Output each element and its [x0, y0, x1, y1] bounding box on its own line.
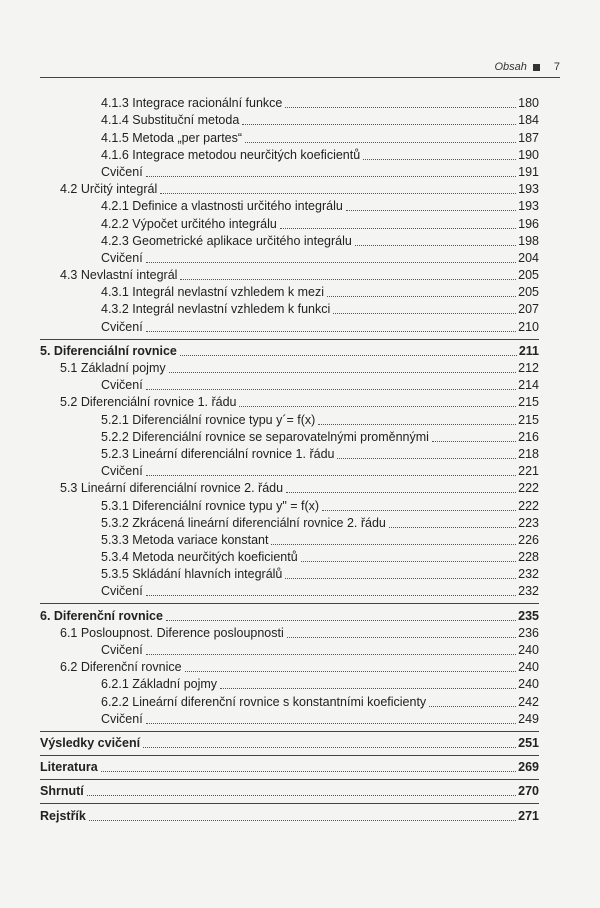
toc-entry-page-number: 210 — [518, 319, 539, 334]
toc-entry-page-number: 251 — [518, 735, 539, 750]
toc-subsection-entry[interactable] — [40, 318, 539, 335]
dot-leader — [432, 441, 516, 442]
dot-leader — [429, 706, 516, 707]
toc-entry-page-number: 226 — [518, 532, 539, 547]
toc-entry-page-number: 191 — [518, 164, 539, 179]
toc-section-entry[interactable] — [40, 181, 539, 198]
toc-entry-title: Shrnutí — [40, 784, 84, 799]
chapter-divider — [40, 339, 539, 340]
toc-chapter-entry[interactable] — [40, 807, 539, 824]
toc-entry-page-number: 221 — [518, 464, 539, 479]
toc-subsection-entry[interactable] — [40, 642, 539, 659]
dot-leader — [285, 578, 516, 579]
dot-leader — [245, 142, 516, 143]
dot-leader — [101, 771, 516, 772]
toc-subsection-entry[interactable] — [40, 497, 539, 514]
toc-entry-title: 4.1.5 Metoda „per partes“ — [101, 130, 243, 145]
toc-entry-title: 4.2.3 Geometrické aplikace určitého integrálu — [101, 233, 352, 248]
dot-leader — [318, 424, 516, 425]
toc-entry-title: 4.2 Určitý integrál — [60, 182, 158, 197]
dot-leader — [169, 372, 517, 373]
toc-chapter-entry[interactable] — [40, 783, 539, 800]
toc-entry-page-number: 215 — [518, 412, 539, 427]
dot-leader — [389, 527, 516, 528]
toc-entry-page-number: 249 — [518, 711, 539, 726]
toc-entry-title: Cvičení — [101, 319, 143, 334]
toc-entry-title: 5.2 Diferenciální rovnice 1. řádu — [60, 395, 237, 410]
toc-entry-page-number: 180 — [518, 96, 539, 111]
toc-entry-title: 4.1.4 Substituční metoda — [101, 113, 240, 128]
toc-entry-page-number: 184 — [518, 113, 539, 128]
toc-entry-title: 5.3.2 Zkrácená lineární diferenciální rovnice 2. řádu — [101, 515, 386, 530]
toc-entry-page-number: 232 — [518, 584, 539, 599]
toc-entry-title: 5.2.2 Diferenciální rovnice se separovatelnými proměnnými — [101, 429, 429, 444]
dot-leader — [271, 544, 516, 545]
dot-leader — [322, 510, 516, 511]
dot-leader — [180, 279, 516, 280]
chapter-divider — [40, 731, 539, 732]
toc-entry-title: 4.3.2 Integrál nevlastní vzhledem k funkci — [101, 302, 331, 317]
toc-entry-title: 5.3.3 Metoda variace konstant — [101, 532, 269, 547]
dot-leader — [220, 688, 516, 689]
toc-subsection-entry[interactable] — [40, 566, 539, 583]
toc-chapter-entry[interactable] — [40, 759, 539, 776]
toc-entry-title: 5.1 Základní pojmy — [60, 361, 166, 375]
header-section-title: Obsah — [494, 61, 527, 73]
toc-entry-page-number: 214 — [518, 378, 539, 393]
toc-entry-page-number: 240 — [518, 677, 539, 692]
toc-entry-title: Cvičení — [101, 711, 143, 726]
toc-entry-page-number: 216 — [518, 429, 539, 444]
toc-entry-title: 5.3 Lineární diferenciální rovnice 2. řádu — [60, 481, 284, 496]
toc-entry-page-number: 269 — [518, 760, 539, 775]
toc-entry-title: Cvičení — [101, 164, 143, 179]
toc-entry-page-number: 218 — [518, 446, 539, 461]
dot-leader — [146, 723, 516, 724]
toc-entry-page-number: 193 — [518, 199, 539, 214]
toc-entry-title: Literatura — [40, 760, 98, 775]
dot-leader — [301, 561, 516, 562]
toc-entry-title: Cvičení — [101, 643, 143, 657]
toc-entry-page-number: 223 — [518, 515, 539, 530]
toc-entry-title: 5.2.3 Lineární diferenciální rovnice 1. řádu — [101, 446, 335, 461]
dot-leader — [286, 492, 516, 493]
toc-entry-title: 4.2.2 Výpočet určitého integrálu — [101, 216, 277, 231]
toc-entry-title: 4.1.3 Integrace racionální funkce — [101, 96, 283, 111]
toc-subsection-entry[interactable] — [40, 129, 539, 146]
dot-leader — [337, 458, 516, 459]
toc-entry-title: Cvičení — [101, 250, 143, 265]
square-icon — [533, 64, 540, 71]
chapter-divider — [40, 755, 539, 756]
toc-entry-title: 6.1 Posloupnost. Diference posloupnosti — [60, 625, 284, 640]
dot-leader — [146, 595, 516, 596]
header-right — [494, 61, 560, 73]
toc-subsection-entry[interactable] — [40, 233, 539, 250]
toc-entry-page-number: 204 — [518, 250, 539, 265]
toc-subsection-entry[interactable] — [40, 549, 539, 566]
toc-entry-page-number: 242 — [518, 694, 539, 709]
dot-leader — [146, 262, 516, 263]
toc-entry-title: 4.2.1 Definice a vlastnosti určitého integrálu — [101, 199, 343, 214]
toc-entry-page-number: 198 — [518, 233, 539, 248]
toc-entry-page-number: 271 — [518, 808, 539, 823]
dot-leader — [346, 210, 516, 211]
chapter-divider — [40, 603, 539, 604]
dot-leader — [333, 313, 516, 314]
toc-entry-page-number: 240 — [518, 660, 539, 675]
dot-leader — [160, 193, 516, 194]
dot-leader — [180, 355, 517, 356]
toc-subsection-entry[interactable] — [40, 693, 539, 710]
toc-subsection-entry[interactable] — [40, 446, 539, 463]
toc-entry-page-number: 211 — [518, 343, 539, 358]
toc-subsection-entry[interactable] — [40, 215, 539, 232]
dot-leader — [285, 107, 516, 108]
dot-leader — [355, 245, 516, 246]
toc-entry-title: 5.3.1 Diferenciální rovnice typu y" = f(x) — [101, 498, 320, 513]
toc-subsection-entry[interactable] — [40, 284, 539, 301]
toc-chapter-entry[interactable] — [40, 607, 539, 624]
toc-entry-title: 6.2.2 Lineární diferenční rovnice s konstantními koeficienty — [101, 694, 427, 709]
toc-entry-page-number: 222 — [518, 481, 539, 496]
dot-leader — [146, 654, 516, 655]
toc-entry-page-number: 232 — [518, 567, 539, 582]
toc-entry-title: 5. Diferenciální rovnice — [40, 343, 177, 358]
toc-section-entry[interactable] — [40, 480, 539, 497]
toc-subsection-entry[interactable] — [40, 250, 539, 267]
toc-entry-title: Cvičení — [101, 464, 143, 479]
dot-leader — [287, 637, 516, 638]
table-of-contents — [40, 95, 539, 825]
toc-subsection-entry[interactable] — [40, 301, 539, 318]
toc-section-entry[interactable] — [40, 267, 539, 284]
toc-entry-title: Výsledky cvičení — [40, 735, 141, 750]
dot-leader — [89, 820, 516, 821]
running-header — [40, 55, 560, 78]
toc-subsection-entry[interactable] — [40, 463, 539, 480]
chapter-divider — [40, 803, 539, 804]
toc-entry-page-number: 187 — [518, 130, 539, 145]
toc-entry-page-number: 235 — [518, 608, 539, 623]
toc-subsection-entry[interactable] — [40, 377, 539, 394]
toc-subsection-entry[interactable] — [40, 676, 539, 693]
toc-section-entry[interactable] — [40, 625, 539, 642]
toc-entry-title: 5.2.1 Diferenciální rovnice typu y´= f(x) — [101, 412, 316, 427]
toc-chapter-entry[interactable] — [40, 343, 539, 360]
toc-section-entry[interactable] — [40, 360, 539, 377]
dot-leader — [280, 228, 516, 229]
dot-leader — [146, 176, 516, 177]
toc-entry-title: 5.3.5 Skládání hlavních integrálů — [101, 567, 283, 582]
toc-entry-page-number: 205 — [518, 285, 539, 300]
toc-subsection-entry[interactable] — [40, 147, 539, 164]
dot-leader — [185, 671, 517, 672]
toc-subsection-entry[interactable] — [40, 711, 539, 728]
dot-leader — [146, 475, 516, 476]
toc-section-entry[interactable] — [40, 394, 539, 411]
toc-entry-page-number: 205 — [518, 268, 539, 283]
toc-entry-title: 4.1.6 Integrace metodou neurčitých koeficientů — [101, 147, 361, 162]
toc-entry-title: 4.3 Nevlastní integrál — [60, 268, 178, 283]
toc-entry-page-number: 240 — [518, 643, 539, 657]
toc-entry-page-number: 196 — [518, 216, 539, 231]
dot-leader — [143, 747, 516, 748]
toc-subsection-entry[interactable] — [40, 411, 539, 428]
toc-entry-title: Cvičení — [101, 584, 143, 599]
toc-entry-title: Rejstřík — [40, 808, 86, 823]
toc-entry-page-number: 190 — [518, 147, 539, 162]
toc-subsection-entry[interactable] — [40, 583, 539, 600]
dot-leader — [327, 296, 516, 297]
toc-entry-page-number: 222 — [518, 498, 539, 513]
dot-leader — [242, 124, 516, 125]
toc-subsection-entry[interactable] — [40, 515, 539, 532]
toc-entry-title: Cvičení — [101, 378, 143, 393]
toc-subsection-entry[interactable] — [40, 429, 539, 446]
dot-leader — [239, 406, 516, 407]
dot-leader — [166, 620, 516, 621]
toc-entry-page-number: 212 — [518, 361, 539, 375]
dot-leader — [146, 331, 516, 332]
toc-entry-page-number: 270 — [518, 784, 539, 799]
toc-chapter-entry[interactable] — [40, 735, 539, 752]
toc-entry-title: 6. Diferenční rovnice — [40, 608, 163, 623]
toc-subsection-entry[interactable] — [40, 164, 539, 181]
dot-leader — [87, 795, 516, 796]
toc-entry-page-number: 236 — [518, 625, 539, 640]
toc-entry-page-number: 207 — [518, 302, 539, 317]
dot-leader — [146, 389, 516, 390]
toc-entry-title: 6.2.1 Základní pojmy — [101, 677, 218, 692]
chapter-divider — [40, 779, 539, 780]
toc-entry-title: 5.3.4 Metoda neurčitých koeficientů — [101, 550, 298, 565]
toc-entry-page-number: 215 — [518, 395, 539, 410]
toc-subsection-entry[interactable] — [40, 198, 539, 215]
toc-subsection-entry[interactable] — [40, 532, 539, 549]
dot-leader — [363, 159, 516, 160]
toc-subsection-entry[interactable] — [40, 112, 539, 129]
toc-entry-title: 6.2 Diferenční rovnice — [60, 660, 182, 675]
toc-section-entry[interactable] — [40, 659, 539, 676]
toc-entry-page-number: 193 — [518, 182, 539, 197]
toc-entry-title: 4.3.1 Integrál nevlastní vzhledem k mezi — [101, 285, 325, 300]
toc-entry-page-number: 228 — [518, 550, 539, 565]
header-page-number: 7 — [553, 61, 560, 73]
toc-subsection-entry[interactable] — [40, 95, 539, 112]
